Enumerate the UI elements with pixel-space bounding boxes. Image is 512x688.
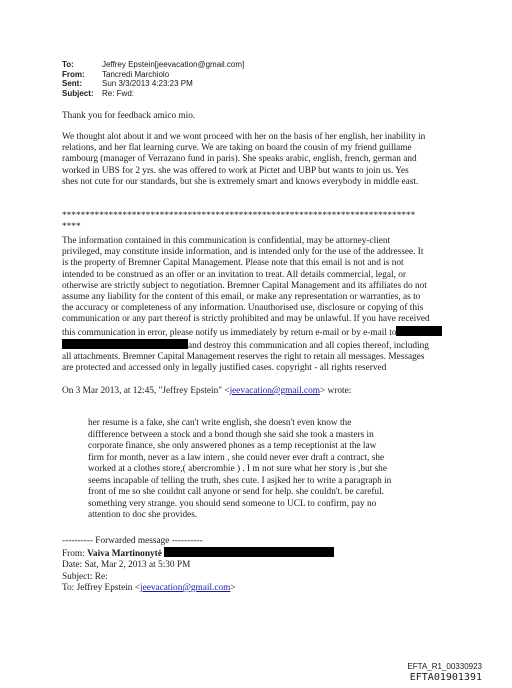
reply-paragraph: [62, 132, 460, 188]
attribution-text: On 3 Mar 2013, at 12:45, "Jeffrey Epstein" <: [62, 386, 230, 396]
forwarded-from-name: Vaiva Martinonytė: [87, 549, 162, 560]
header-from-row: [62, 70, 244, 80]
greeting-text: Thank you for feedback amico mio.: [62, 111, 196, 121]
legal-line: the accuracy or completeness of any information. Unauthorised use, disclosure or copying of this: [62, 303, 424, 314]
forwarded-subject: Subject: Re:: [62, 571, 108, 582]
quoted-message: [88, 418, 428, 522]
quote-line: firm for month, never as a law intern , she could never ever draft a contract, she: [88, 452, 385, 463]
quote-line: front of me so she couldnt call anyone or send for help. she couldn't. be careful.: [88, 487, 384, 497]
email-header: [62, 60, 244, 98]
attribution-text: > wrote:: [319, 386, 352, 396]
greeting: [62, 111, 460, 122]
stars-line: ****: [62, 222, 81, 233]
from-value: Tancredi Marchiolo: [102, 69, 170, 79]
legal-line: all attachments. Bremner Capital Management reserves the right to retain all messages. Messages: [62, 352, 425, 363]
forwarded-message-header: [62, 536, 460, 594]
legal-line: intended to be construed as an offer or an invitation to treat. All details commercial, legal, or: [62, 269, 406, 280]
stars-line: ****************************************************************************: [62, 211, 416, 221]
legal-line: otherwise are strictly subject to negotiation. Bremner Capital Management and its affiliates do not: [62, 280, 427, 291]
sent-label: Sent:: [62, 79, 82, 89]
reply-line: relations, and her flat learning curve. We are taking on board the cousin of my friend guillame: [62, 143, 412, 154]
header-to-row: [62, 60, 244, 70]
legal-line-text: and destroy this communication and all copies thereof, including: [188, 340, 429, 351]
legal-line: is the property of Bremner Capital Management. Please note that this email is not and is not: [62, 258, 404, 269]
from-label: From:: [62, 69, 85, 79]
legal-line-with-redaction: [62, 326, 460, 339]
document-id: EFTA_R1_00330923: [407, 662, 482, 671]
legal-line: communication or any part thereof is strictly prohibited and may be unlawful. If you have received: [62, 314, 430, 325]
quote-line: attention to doc she provides.: [88, 510, 198, 520]
reply-line: We thought alot about it and we wont proceed with her on the basis of her english, her inability in: [62, 132, 426, 142]
redaction-block: [396, 326, 442, 336]
forwarded-to-line: [62, 583, 460, 594]
forwarded-from-label: From:: [62, 549, 88, 560]
legal-line: privileged, may constitute inside information, and is intended only for the use of the addressee. It: [62, 247, 424, 258]
header-sent-row: [62, 79, 244, 89]
attribution-line: [62, 386, 460, 397]
to-label: To:: [62, 60, 74, 69]
forwarded-date: Date: Sat, Mar 2, 2013 at 5:30 PM: [62, 560, 191, 571]
quote-line: diffference between a stock and a bond though she said she took a masters in: [88, 429, 374, 440]
legal-line: assume any liability for the content of this email, or make any representation or warranties, as to: [62, 292, 421, 303]
reply-line: worked in UBS for 2 yrs. she was offered to work at Pictet and UBP but wants to join us. Yes: [62, 165, 409, 176]
legal-line-with-redaction: [62, 339, 460, 352]
quote-line: her resume is a fake, she can't write english, she doesn't even know the: [88, 418, 352, 428]
subject-label: Subject:: [62, 88, 94, 98]
legal-line: are protected and accessed only in legally justified cases. copyright - all rights reserved: [62, 363, 387, 374]
email-link[interactable]: jeevacation@gmail.com: [229, 386, 320, 396]
reply-line: rambourg (manager of Verrazano fund in paris). She speaks arabic, english, french, german and: [62, 154, 417, 165]
redaction-block: [164, 547, 334, 557]
legal-disclaimer: [62, 236, 460, 374]
quote-line: something very strange. you should send someone to UCL to confirm, pay no: [88, 498, 377, 509]
bates-number: EFTA01901391: [409, 672, 482, 683]
reply-line: shes not cute for our standards, but she is extremely smart and knows everybody in middle east.: [62, 176, 419, 187]
quote-line: worked at a clothes store,( abercrombie ) . I m not sure what her story is ,but she: [88, 464, 387, 474]
subject-value: Re: Fwd:: [102, 88, 135, 98]
header-subject-row: [62, 89, 244, 99]
forwarded-to-text: >: [230, 582, 236, 593]
quote-line: corporate finance, she only answered phones as a temp receptionist at the law: [88, 441, 377, 451]
separator-stars: [62, 211, 415, 233]
to-value: Jeffrey Epstein[jeevacation@gmail.com]: [102, 60, 245, 69]
forwarded-marker: ---------- Forwarded message ----------: [62, 536, 203, 546]
legal-line-text: this communication in error, please notify us immediately by return e-mail or by e-mail to: [62, 327, 397, 338]
legal-line: The information contained in this communication is confidential, may be attorney-client: [62, 236, 391, 246]
sent-value: Sun 3/3/2013 4:23:23 PM: [102, 79, 193, 89]
redaction-block: [62, 339, 188, 349]
forwarded-to-text: To: Jeffrey Epstein <: [62, 582, 141, 593]
forwarded-from-line: [62, 547, 460, 560]
email-link[interactable]: jeevacation@gmail.com: [140, 582, 231, 593]
quoted-attribution: [62, 386, 460, 397]
quote-line: seems incapable of telling the truth, shes cute. I asjked her to write a paragraph in: [88, 475, 392, 486]
